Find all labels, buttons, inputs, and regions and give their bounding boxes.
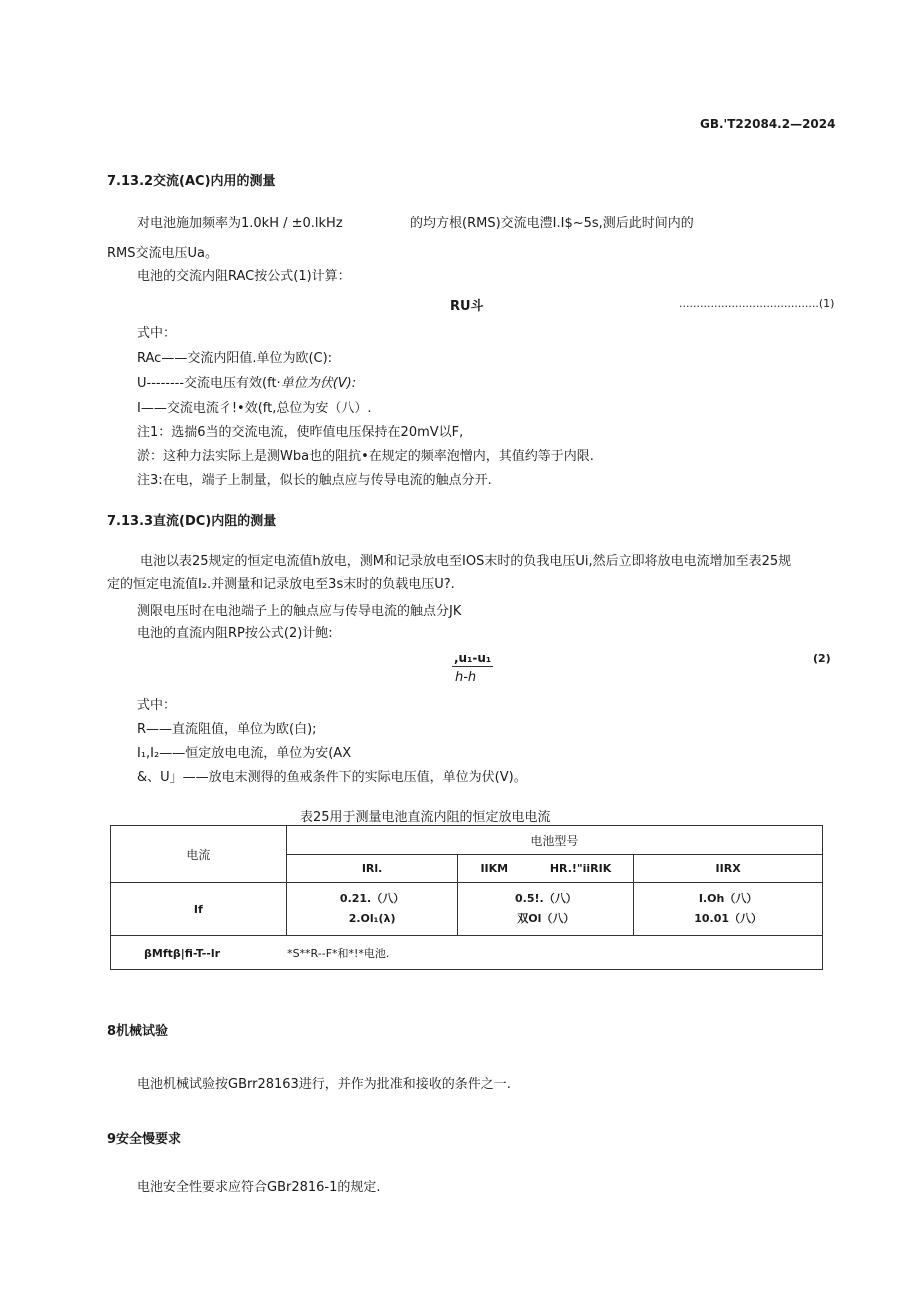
paragraph-dc-contacts: 测限电压时在电池端子上的触点应与传导电流的触点分JK [137, 604, 462, 619]
section-heading-8: 8机械试验 [107, 1024, 169, 1039]
cell-value: 0.5!.（八） [515, 892, 577, 905]
table-cell [634, 883, 823, 936]
cell-value: I.Oh（八） [698, 892, 758, 905]
row-label-if: If [111, 883, 287, 936]
definition-rac: RAc——交流内阳值.单位为欧(C): [137, 351, 333, 366]
cell-value: 10.01（八） [694, 912, 763, 925]
where-label-2: 式中： [137, 698, 177, 713]
type-irx: IIRX [634, 855, 823, 883]
discharge-current-table [110, 825, 823, 970]
document-id: GB.'T22084.2—2024 [700, 117, 836, 131]
type-ikm-hr [458, 855, 634, 883]
table-footnote-row [111, 936, 823, 970]
table-footnote [111, 936, 823, 970]
paragraph-dc-text-b: 定的恒定电流值I₂.并测量和记录放电至3s末时的负载电压U?. [107, 577, 455, 592]
footnote-text: *S**R--F*和*!*电池. [287, 946, 390, 960]
table-header-row [111, 826, 823, 855]
definition-u-text: U--------交流电压有效(ft· [137, 376, 281, 391]
paragraph-dc-formula-intro: 电池的直流内阻RP按公式(2)计鲍: [137, 626, 333, 641]
section-heading-9: 9安全慢要求 [107, 1132, 182, 1147]
cell-value: 0.21.（八） [339, 892, 405, 905]
table-caption: 表25用于测量电池直流内阻的恒定放电电流 [300, 810, 551, 825]
formula-1: RU斗 [450, 299, 484, 314]
note-3: 注3:在电，端子上制量，似长的触点应与传导电流的触点分开. [137, 473, 492, 488]
formula-2-numerator: ,u₁-u₁ [454, 651, 492, 665]
definition-u-end: &、U」——放电末测得的鱼戒条件下的实际电压值，单位为伏(V)。 [137, 770, 527, 785]
cell-value: 双Ol（八） [517, 912, 575, 925]
cell-value: 2.Ol₁(λ) [348, 912, 396, 925]
paragraph-dc-text-a: 电池以表25规定的恒定电流值h放电，测M和记录放电至IOS末时的负我电压Ui,然后立即将放电电流增加至表25规 [140, 554, 792, 569]
table-cell [458, 883, 634, 936]
paragraph-safety: 电池安全性要求应符合GBr2816-1的规定. [137, 1180, 381, 1195]
definition-u [137, 372, 356, 391]
table-row [111, 883, 823, 936]
table-cell [286, 883, 458, 936]
paragraph-ac-text-c: RMS交流电压Ua。 [107, 246, 218, 261]
formula-2-denominator: h-h [455, 670, 477, 685]
paragraph-ac-formula-intro: 电池的交流内阻RAC按公式(1)计算： [137, 269, 351, 284]
definition-u-unit: 单位为伏(V): [280, 376, 357, 391]
section-heading-7-13-3: 7.13.3直流(DC)内阻的测量 [107, 514, 277, 529]
note-2: 淤：这种力法实际上是测Wba也的阻抗•在规定的频率泡憎内，其值约等于内限. [137, 449, 594, 464]
type-irl: IRl. [286, 855, 458, 883]
where-label-1: 式中： [137, 326, 177, 341]
formula-1-number: ........................................(1) [679, 297, 835, 310]
paragraph-mechanical: 电池机械试验按GBrr28163进行，并作为批准和接收的条件之一. [137, 1077, 511, 1092]
paragraph-ac-text-a: 对电池施加频率为1.0kH / ±0.lkHz [137, 216, 343, 231]
footnote-label: βMftβ|fi-T--lr [144, 946, 221, 960]
definition-i: I——交流电流彳!•效(ft,总位为安（八）. [137, 401, 372, 416]
paragraph-ac-text-b: 的均方根(RMS)交流电澧I.I$~5s,测后此时间内的 [410, 216, 694, 231]
definition-r: R——直流阻值，单位为欧(白); [137, 722, 317, 737]
type-ikm: IIKM [480, 862, 509, 875]
type-hr: HR.!"iiRIK [549, 862, 612, 875]
note-1: 注1：选揣6当的交流电流，使昨值电压保持在20mV以F, [137, 425, 464, 440]
header-battery-type: 电池型号 [286, 826, 822, 855]
formula-2-number: (2) [813, 652, 831, 665]
section-heading-7-13-2: 7.13.2交流(AC)内用的测量 [107, 174, 276, 189]
header-current: 电流 [111, 826, 287, 883]
definition-i1-i2: I₁,I₂——恒定放电电流，单位为安(AX [137, 746, 352, 761]
